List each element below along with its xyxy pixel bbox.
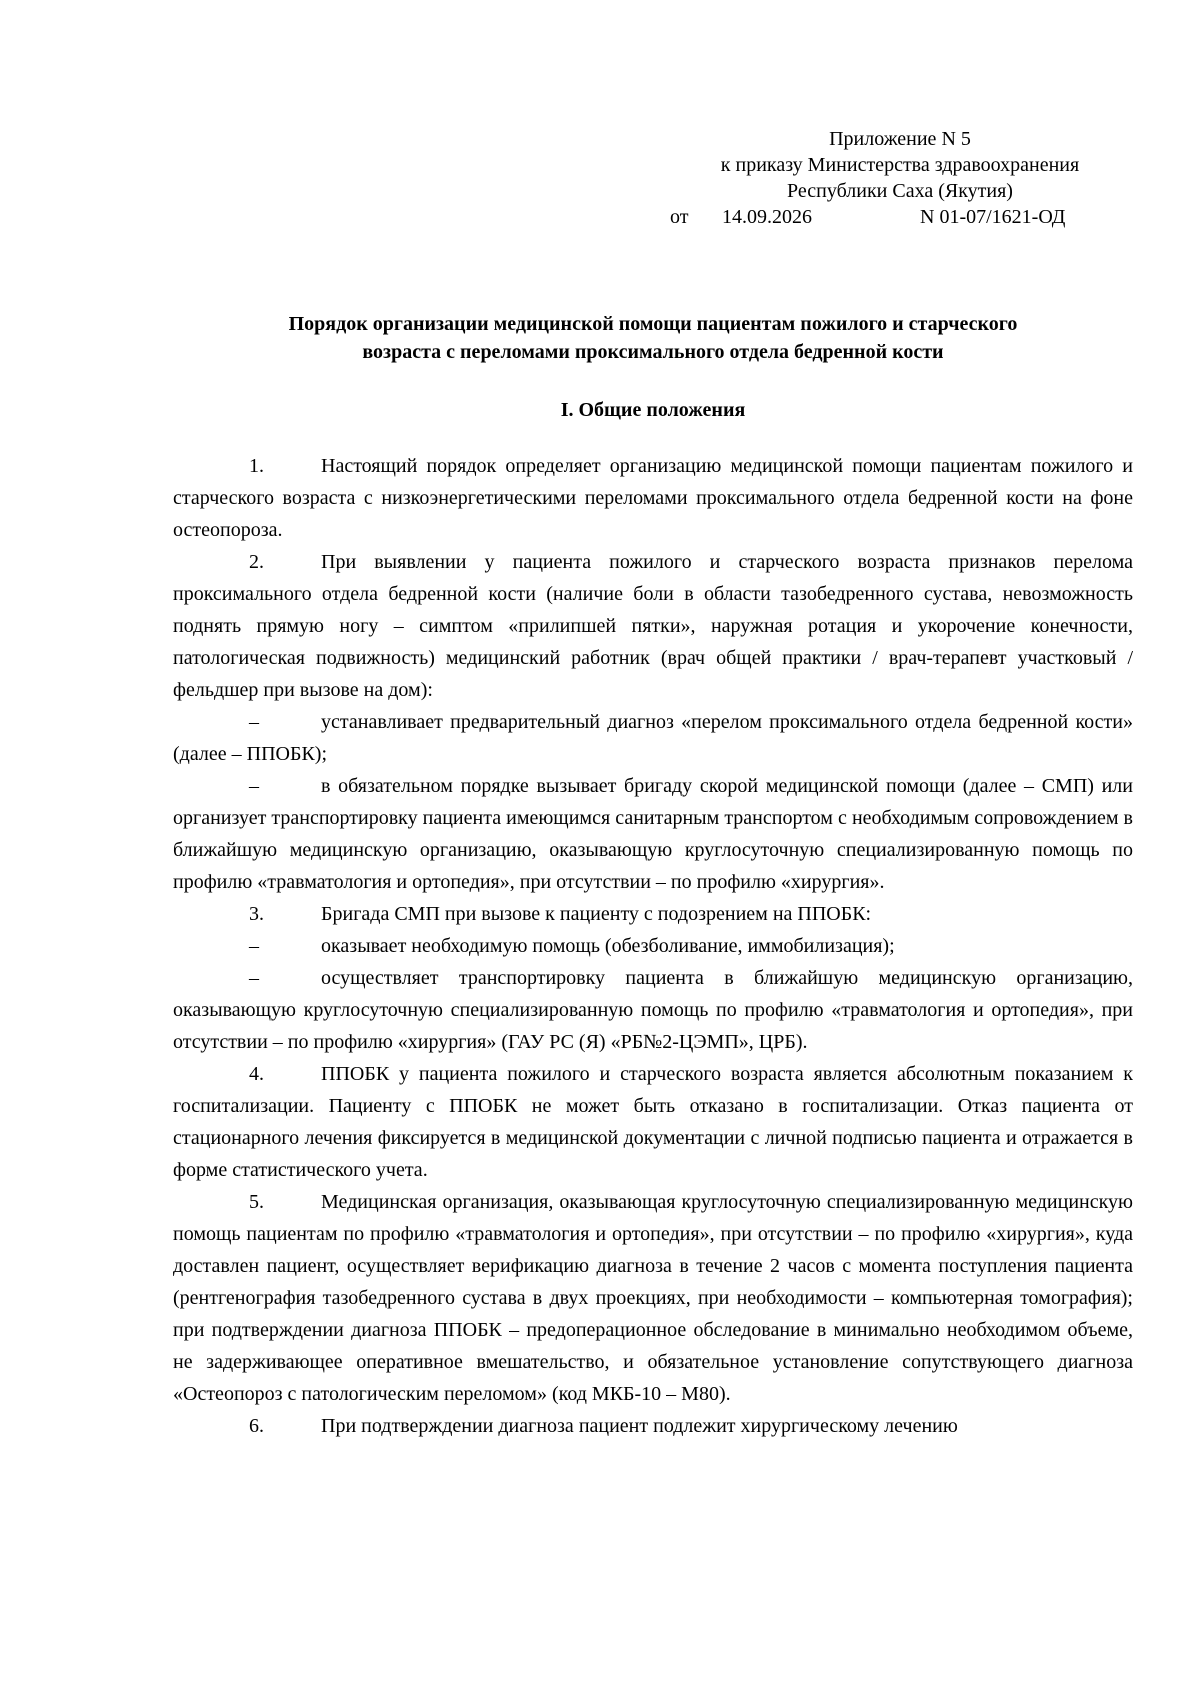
list-dash: – [249,967,259,989]
paragraph [173,1186,1133,1410]
date-prefix: от [670,206,689,228]
paragraph-text: ППОБК у пациента пожилого и старческого возраста является абсолютным показанием к госпитализации. Пациенту с ППОБК не может быть отказано в госпитализации. Отказ пациента от стационарного лечения фиксируется в медицинской документации с личной подписью пациента и отражается в форме статистического учета. [173,1063,1133,1181]
document-title-line-2: возраста с переломами проксимального отдела бедренной кости [362,341,944,363]
list-item-text: в обязательном порядке вызывает бригаду скорой медицинской помощи (далее – СМП) или организует транспортировку пациента имеющимся санитарным транспортом с необходимым сопровождением в ближайшую медицинскую организацию, оказывающую круглосуточную специализированную помощь по профилю «травматология и ортопедия», при отсутствии – по профилю «хирургия». [173,775,1133,893]
document-title-line-1: Порядок организации медицинской помощи пациентам пожилого и старческого [288,313,1018,335]
order-number: N 01-07/1621-ОД [920,206,1066,228]
paragraph [173,546,1133,706]
paragraph-text: Медицинская организация, оказывающая круглосуточную специализированную медицинскую помощь пациентам по профилю «травматология и ортопедия», при отсутствии – по профилю «хирургия», куда доставлен пациент, осуществляет верификацию диагноза в течение 2 часов с момента поступления пациента (рентгенография тазобедренного сустава в двух проекциях, при необходимости – компьютерная томография); при подтверждении диагноза ППОБК – предоперационное обследование в минимально необходимом объеме, не задерживающее оперативное вмешательство, и обязательное установление сопутствующего диагноза «Остеопороз с патологическим переломом» (код МКБ-10 – М80). [173,1191,1133,1405]
paragraph-marker: 3. [249,903,264,925]
paragraph-text: При выявлении у пациента пожилого и старческого возраста признаков перелома проксимального отдела бедренной кости (наличие боли в области тазобедренного сустава, невозможность поднять прямую ногу – симптом «прилипшей пятки», наружная ротация и укорочение конечности, патологическая подвижность) медицинский работник (врач общей практики / врач-терапевт участковый / фельдшер при вызове на дом): [173,551,1133,701]
list-dash: – [249,935,259,957]
paragraph [173,450,1133,546]
paragraph-marker: 6. [249,1415,264,1437]
list-item-text: устанавливает предварительный диагноз «перелом проксимального отдела бедренной кости» (далее – ППОБК); [173,711,1133,765]
document-title [173,310,1133,366]
list-dash: – [249,711,259,733]
order-date: 14.09.2026 [722,206,812,228]
paragraph-marker: 1. [249,455,264,477]
paragraph-marker: 5. [249,1191,264,1213]
paragraph-text: При подтверждении диагноза пациент подлежит хирургическому лечению [321,1415,958,1437]
list-item [173,706,1133,770]
list-item [173,930,1133,962]
list-item [173,770,1133,898]
paragraph-marker: 4. [249,1063,264,1085]
document-body [173,450,1133,1442]
section-title: I. Общие положения [560,399,746,421]
appendix-header [670,126,1130,204]
list-item-text: осуществляет транспортировку пациента в ближайшую медицинскую организацию, оказывающую круглосуточную специализированную помощь по профилю «травматология и ортопедия», при отсутствии – по профилю «хирургия» (ГАУ РС (Я) «РБ№2-ЦЭМП», ЦРБ). [173,967,1133,1053]
appendix-number: Приложение N 5 [829,128,971,150]
paragraph-text: Бригада СМП при вызове к пациенту с подозрением на ППОБК: [321,903,872,925]
paragraph [173,898,1133,930]
paragraph-marker: 2. [249,551,264,573]
paragraph [173,1410,1133,1442]
paragraph [173,1058,1133,1186]
appendix-region: Республики Саха (Якутия) [787,180,1013,202]
list-item-text: оказывает необходимую помощь (обезболивание, иммобилизация); [321,935,895,957]
list-item [173,962,1133,1058]
paragraph-text: Настоящий порядок определяет организацию медицинской помощи пациентам пожилого и старческого возраста с низкоэнергетическими переломами проксимального отдела бедренной кости на фоне остеопороза. [173,455,1133,541]
list-dash: – [249,775,259,797]
appendix-order-ref: к приказу Министерства здравоохранения [720,154,1080,176]
